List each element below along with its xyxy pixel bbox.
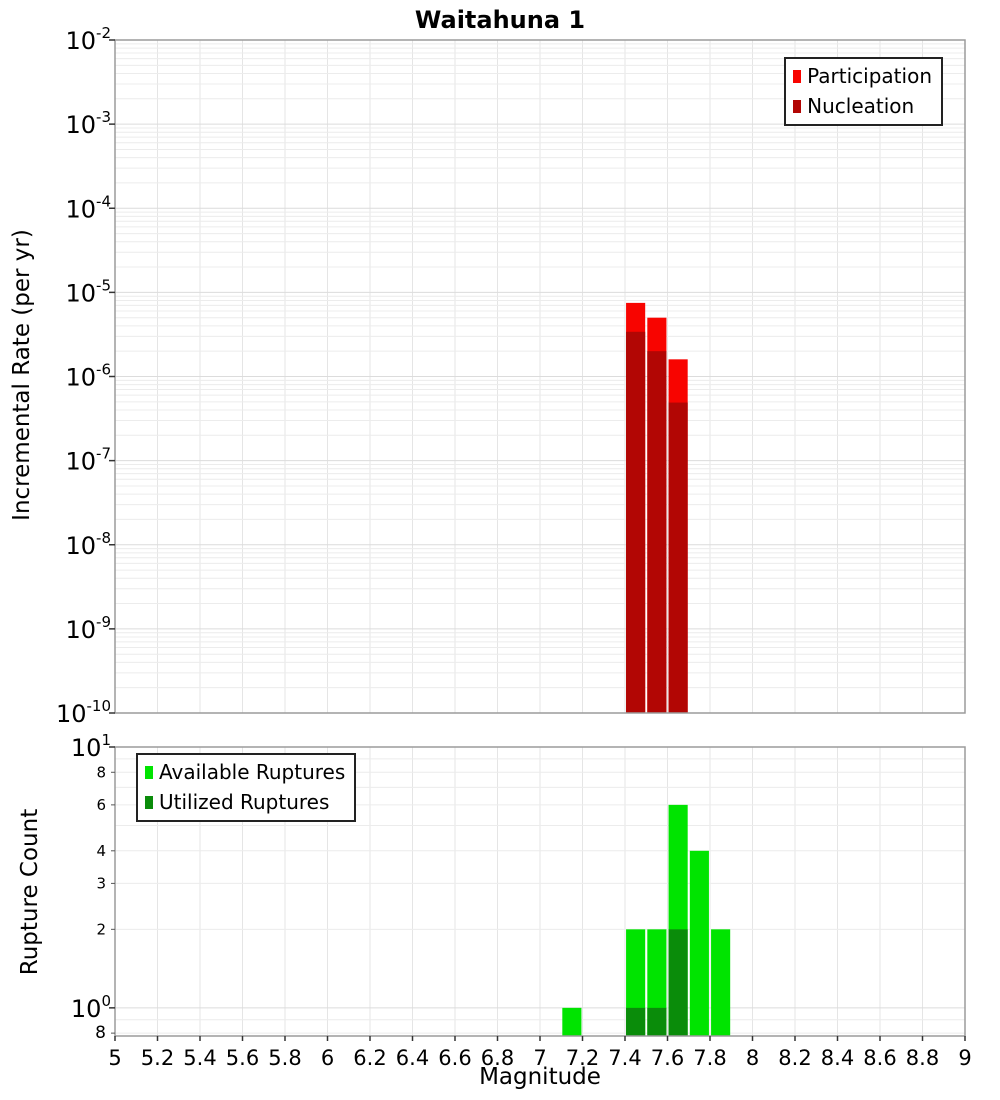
bottom-legend <box>136 753 356 822</box>
svg-text:7: 7 <box>533 1046 547 1070</box>
svg-text:7.6: 7.6 <box>650 1046 685 1070</box>
svg-text:10-9: $10^{-9}$ <box>65 612 111 644</box>
svg-text:10-10: $10^{-10}$ <box>55 697 111 728</box>
svg-text:7.8: 7.8 <box>693 1046 727 1070</box>
legend-label-utilized-ruptures: Utilized Ruptures <box>159 790 330 814</box>
svg-text:5.6: 5.6 <box>225 1046 260 1070</box>
participation-swatch-icon <box>793 70 801 83</box>
svg-text:2: 2 <box>96 920 106 939</box>
svg-text:7.4: 7.4 <box>608 1046 642 1070</box>
svg-text:6.2: 6.2 <box>353 1046 387 1070</box>
svg-text:6.6: 6.6 <box>438 1046 472 1070</box>
svg-text:10-8: $10^{-8}$ <box>65 528 111 560</box>
svg-text:8.6: 8.6 <box>863 1046 897 1070</box>
svg-text:6.4: 6.4 <box>395 1046 430 1070</box>
svg-text:10-6: $10^{-6}$ <box>65 360 111 392</box>
svg-text:100: $10^0$ <box>70 991 111 1023</box>
legend-label-available-ruptures: Available Ruptures <box>159 760 346 784</box>
chart-title: Waitahuna 1 <box>414 6 586 34</box>
svg-text:8.4: 8.4 <box>820 1046 855 1070</box>
top-y-axis-label: Incremental Rate (per yr) <box>9 229 35 521</box>
legend-label-participation: Participation <box>807 64 932 88</box>
svg-text:10-4: $10^{-4}$ <box>65 192 111 224</box>
svg-text:9: 9 <box>958 1046 972 1070</box>
nucleation-swatch-icon <box>793 100 801 113</box>
svg-text:8.8: 8.8 <box>905 1046 940 1070</box>
svg-text:8: 8 <box>745 1046 760 1070</box>
x-axis-label: Magnitude <box>479 1064 601 1090</box>
svg-text:8: 8 <box>96 763 106 782</box>
utilized-ruptures-swatch-icon <box>145 796 153 809</box>
svg-text:10-2: $10^{-2}$ <box>65 24 111 55</box>
svg-text:8: 8 <box>95 1023 106 1044</box>
svg-text:5: 5 <box>108 1046 122 1070</box>
svg-text:6: 6 <box>320 1046 335 1070</box>
svg-text:5.8: 5.8 <box>268 1046 302 1070</box>
svg-text:5.4: 5.4 <box>183 1046 217 1070</box>
bottom-y-axis-label: Rupture Count <box>17 808 43 976</box>
legend-item-available-ruptures <box>145 760 345 785</box>
svg-text:6.8: 6.8 <box>480 1046 515 1070</box>
svg-text:10-5: $10^{-5}$ <box>65 276 111 308</box>
svg-text:8.2: 8.2 <box>778 1046 812 1070</box>
available-ruptures-swatch-icon <box>145 766 153 779</box>
svg-text:10-7: $10^{-7}$ <box>65 444 111 476</box>
svg-text:5.2: 5.2 <box>140 1046 175 1070</box>
svg-text:7.2: 7.2 <box>565 1046 600 1070</box>
svg-text:10-3: $10^{-3}$ <box>65 108 111 140</box>
svg-text:6: 6 <box>96 795 106 814</box>
legend-label-nucleation: Nucleation <box>807 94 915 118</box>
svg-text:4: 4 <box>96 841 106 860</box>
legend-item-utilized-ruptures <box>145 790 345 815</box>
svg-text:3: 3 <box>96 874 106 893</box>
legend-item-participation <box>793 64 932 89</box>
top-legend <box>784 57 943 126</box>
legend-item-nucleation <box>793 94 932 119</box>
svg-text:101: $10^1$ <box>70 731 111 762</box>
